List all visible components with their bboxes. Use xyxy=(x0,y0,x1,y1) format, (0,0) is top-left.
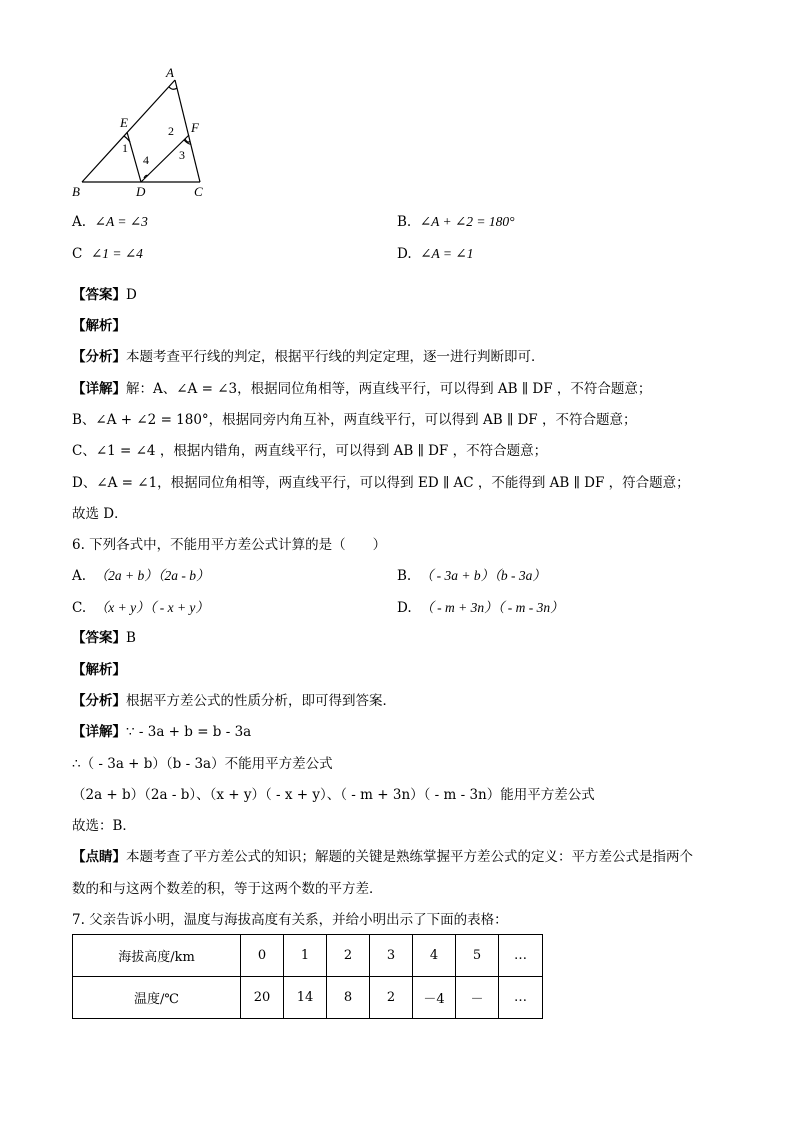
q6-analysis-heading: 【解析】 xyxy=(72,662,126,678)
q6-option-b: B. （ - 3a + b）（b - 3a） xyxy=(397,568,546,584)
q6-option-d: D. （ - m + 3n）（ - m - 3n） xyxy=(397,600,564,616)
table-row xyxy=(73,935,543,977)
table-cell: － xyxy=(456,977,499,1019)
q5-xiangjie-line3: C、∠1 = ∠4 ，根据内错角，两直线平行，可以得到 AB ∥ DF ，不符合题意； xyxy=(72,443,548,459)
q6-option-d-text: （ - m + 3n）（ - m - 3n） xyxy=(420,600,564,615)
q5-option-d-text: ∠A = ∠1 xyxy=(420,246,474,261)
q6-option-c-text: （x + y）（ - x + y） xyxy=(94,600,209,615)
label-b: B xyxy=(72,184,80,199)
q6-option-c: C. （x + y）（ - x + y） xyxy=(72,600,209,616)
q6-answer: 【答案】B xyxy=(72,630,136,646)
q6-xiangjie-line3: （2a + b）（2a - b）、（x + y）（ - x + y）、（ - m + 3n）（ - m - 3n）能用平方差公式 xyxy=(72,787,595,803)
label-4: 4 xyxy=(143,153,149,167)
table-header-temperature: 温度/℃ xyxy=(73,977,241,1019)
segment-ed xyxy=(127,132,141,182)
label-1: 1 xyxy=(122,141,128,155)
q5-xiangjie-line4: D、∠A = ∠1，根据同位角相等，两直线平行，可以得到 ED ∥ AC ，不能得到 AB ∥ DF ，符合题意； xyxy=(72,475,690,491)
q6-dianjing-line2: 数的和与这两个数差的积，等于这两个数的平方差． xyxy=(72,881,383,897)
q7-stem: 7. 父亲告诉小明，温度与海拔高度有关系，并给小明出示了下面的表格： xyxy=(72,912,508,928)
table-cell: … xyxy=(499,977,543,1019)
altitude-temperature-table xyxy=(72,934,543,1019)
table-cell: 2 xyxy=(370,977,413,1019)
q5-option-b: B. ∠A + ∠2 = 180° xyxy=(397,214,515,230)
table-cell: 8 xyxy=(327,977,370,1019)
q5-option-c-text: ∠1 = ∠4 xyxy=(90,246,143,261)
table-cell: 14 xyxy=(284,977,327,1019)
angle-arc-a xyxy=(169,87,177,89)
q6-fenxi: 【分析】根据平方差公式的性质分析，即可得到答案． xyxy=(72,693,396,709)
table-cell: 4 xyxy=(413,935,456,977)
q6-xiangjie-line1: 【详解】∵ - 3a + b = b - 3a xyxy=(72,724,252,740)
q5-option-a-text: ∠A = ∠3 xyxy=(94,214,148,229)
table-cell: 0 xyxy=(241,935,284,977)
table-cell: 20 xyxy=(241,977,284,1019)
table-cell: … xyxy=(499,935,543,977)
segment-ab xyxy=(82,80,175,182)
label-2: 2 xyxy=(168,124,174,138)
q5-analysis-heading: 【解析】 xyxy=(72,318,126,334)
triangle-figure xyxy=(60,60,220,202)
q5-option-c: C ∠1 = ∠4 xyxy=(72,246,143,262)
table-header-altitude: 海拔高度/km xyxy=(73,935,241,977)
q5-option-b-text: ∠A + ∠2 = 180° xyxy=(419,214,515,229)
q5-fenxi: 【分析】本题考查平行线的判定，根据平行线的判定定理，逐一进行判断即可． xyxy=(72,349,545,365)
q6-dianjing-line1: 【点睛】本题考查了平方差公式的知识；解题的关键是熟练掌握平方差公式的定义：平方差公式是指两个 xyxy=(72,849,693,865)
label-e: E xyxy=(120,115,128,130)
table-row xyxy=(73,977,543,1019)
q6-option-a-text: （2a + b）（2a - b） xyxy=(94,568,210,583)
label-c: C xyxy=(194,184,203,199)
q5-answer: 【答案】D xyxy=(72,287,137,303)
table-cell: －4 xyxy=(413,977,456,1019)
q6-option-b-text: （ - 3a + b）（b - 3a） xyxy=(419,568,546,583)
label-3: 3 xyxy=(179,148,185,162)
q5-option-d: D. ∠A = ∠1 xyxy=(397,246,474,262)
q5-xiangjie-line1: 【详解】解：A、∠A = ∠3，根据同位角相等，两直线平行，可以得到 AB ∥ DF ，不符合题意； xyxy=(72,381,652,397)
table-cell: 2 xyxy=(327,935,370,977)
label-f: F xyxy=(191,120,199,135)
q6-conclusion: 故选：B． xyxy=(72,818,136,834)
q6-xiangjie-line2: ∴（ - 3a + b）（b - 3a）不能用平方差公式 xyxy=(72,756,333,772)
label-a: A xyxy=(166,65,174,80)
table-cell: 5 xyxy=(456,935,499,977)
q5-xiangjie-line2: B、∠A + ∠2 = 180°，根据同旁内角互补，两直线平行，可以得到 AB ∥ DF ，不符合题意； xyxy=(72,412,637,428)
q5-option-a: A. ∠A = ∠3 xyxy=(72,214,148,230)
label-d: D xyxy=(136,184,146,199)
q6-option-a: A. （2a + b）（2a - b） xyxy=(72,568,210,584)
q5-conclusion: 故选 D． xyxy=(72,506,128,522)
table-cell: 1 xyxy=(284,935,327,977)
table-cell: 3 xyxy=(370,935,413,977)
q6-stem: 6. 下列各式中，不能用平方差公式计算的是（ ） xyxy=(72,537,387,553)
